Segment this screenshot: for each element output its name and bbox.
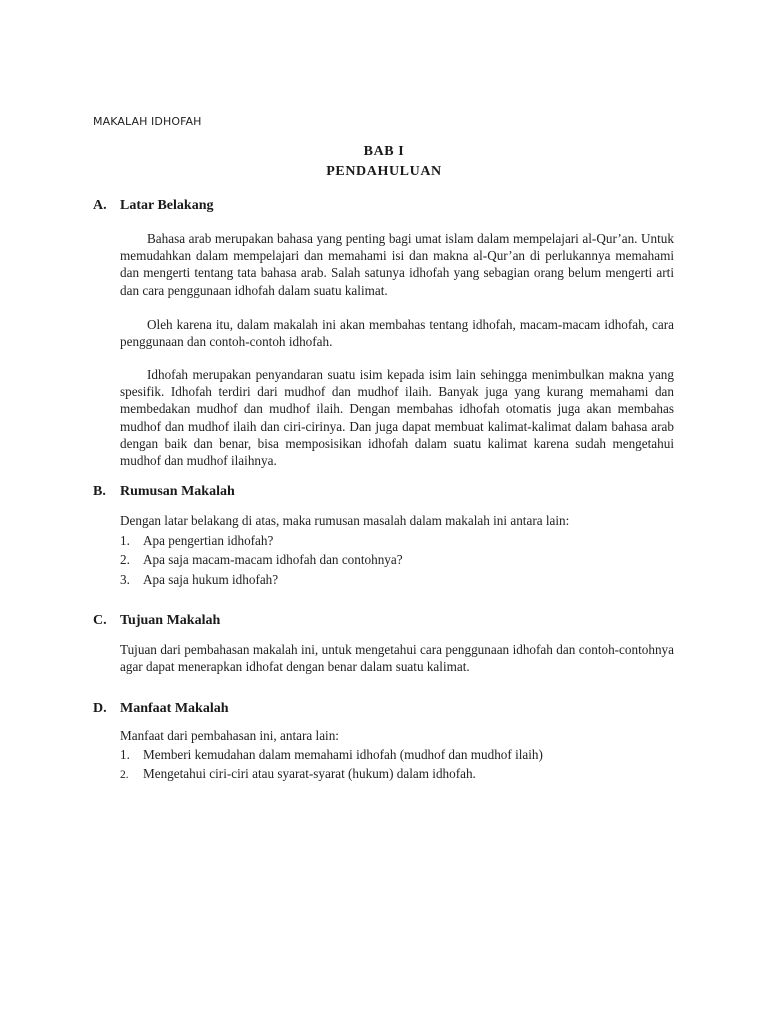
list-item [120, 745, 543, 764]
section-c-letter: C. [93, 613, 107, 628]
list-item [120, 764, 543, 785]
section-d-heading [93, 701, 229, 717]
section-c-paragraph: Tujuan dari pembahasan makalah ini, untuk mengetahui cara penggunaan idhofah dan contoh-contohnya agar dapat menerapkan idhofat dengan benar dalam suatu kalimat. [120, 642, 674, 675]
section-a-letter: A. [93, 198, 107, 213]
list-item-text: Apa saja hukum idhofah? [143, 571, 279, 587]
section-d-letter: D. [93, 701, 107, 716]
section-d-title: Manfaat Makalah [120, 701, 229, 716]
section-b-letter: B. [93, 484, 106, 499]
list-item [120, 550, 569, 570]
list-item-text: Memberi kemudahan dalam memahami idhofah (mudhof dan mudhof ilaih) [143, 747, 543, 762]
list-item-number: 1. [120, 532, 130, 548]
list-item-number: 1. [120, 747, 130, 762]
section-a-heading [93, 198, 213, 214]
document-header-title: MAKALAH IDHOFAH [93, 115, 202, 128]
list-item-number: 3. [120, 571, 130, 587]
section-c-heading [93, 613, 220, 629]
section-a-paragraph-3: Idhofah merupakan penyandaran suatu isim kepada isim lain sehingga menimbulkan makna yang spesifik. Idhofah terdiri dari mudhof dan mudhof ilaih. Banyak juga yang kurang memahami dan membedakan mudhof dan mudhof ilaih. Dengan membahas idhofah otomatis juga akan membahas mudhof dan mudhof ilaih dan ciri-cirinya. Dan juga dapat membuat kalimat-kalimat dalam bahasa arab dengan baik dan benar, bisa memposisikan idhofah dalam suatu kalimat karena sudah mengetahui mudhof dan mudhof ilaihnya. [120, 367, 674, 469]
chapter-title: PENDAHULUAN [326, 164, 442, 179]
section-b-list [120, 511, 569, 589]
section-b-title: Rumusan Makalah [120, 484, 235, 499]
section-b-intro: Dengan latar belakang di atas, maka rumusan masalah dalam makalah ini antara lain: [120, 513, 570, 528]
list-item [120, 570, 569, 590]
list-item-text: Mengetahui ciri-ciri atau syarat-syarat (hukum) dalam idhofah. [143, 766, 476, 781]
section-d-list [120, 726, 543, 785]
list-item [120, 531, 569, 551]
chapter-number: BAB I [363, 144, 405, 159]
list-item-number: 2. [120, 552, 130, 567]
section-a-title: Latar Belakang [120, 198, 214, 213]
section-a-paragraph-1: Bahasa arab merupakan bahasa yang penting bagi umat islam dalam mempelajari al-Qur’an. Untuk memudahkan dalam mempelajari dan memahami isi dan makna al-Qur’an di perlukannya memahami dan mengerti tentang tata bahasa arab. Salah satunya idhofah yang sebagian orang belum mengerti arti dan cara penggunaan idhofah dalam suatu kalimat. [120, 231, 674, 298]
section-d-intro: Manfaat dari pembahasan ini, antara lain: [120, 728, 339, 743]
section-b-heading [93, 484, 235, 500]
list-item-number: 2. [120, 769, 129, 781]
section-a-paragraph-2: Oleh karena itu, dalam makalah ini akan membahas tentang idhofah, macam-macam idhofah, cara penggunaan dan contoh-contoh idhofah. [120, 317, 674, 350]
list-item-text: Apa saja macam-macam idhofah dan contohnya? [143, 552, 403, 567]
section-c-title: Tujuan Makalah [120, 613, 221, 628]
list-item-text: Apa pengertian idhofah? [143, 532, 274, 548]
